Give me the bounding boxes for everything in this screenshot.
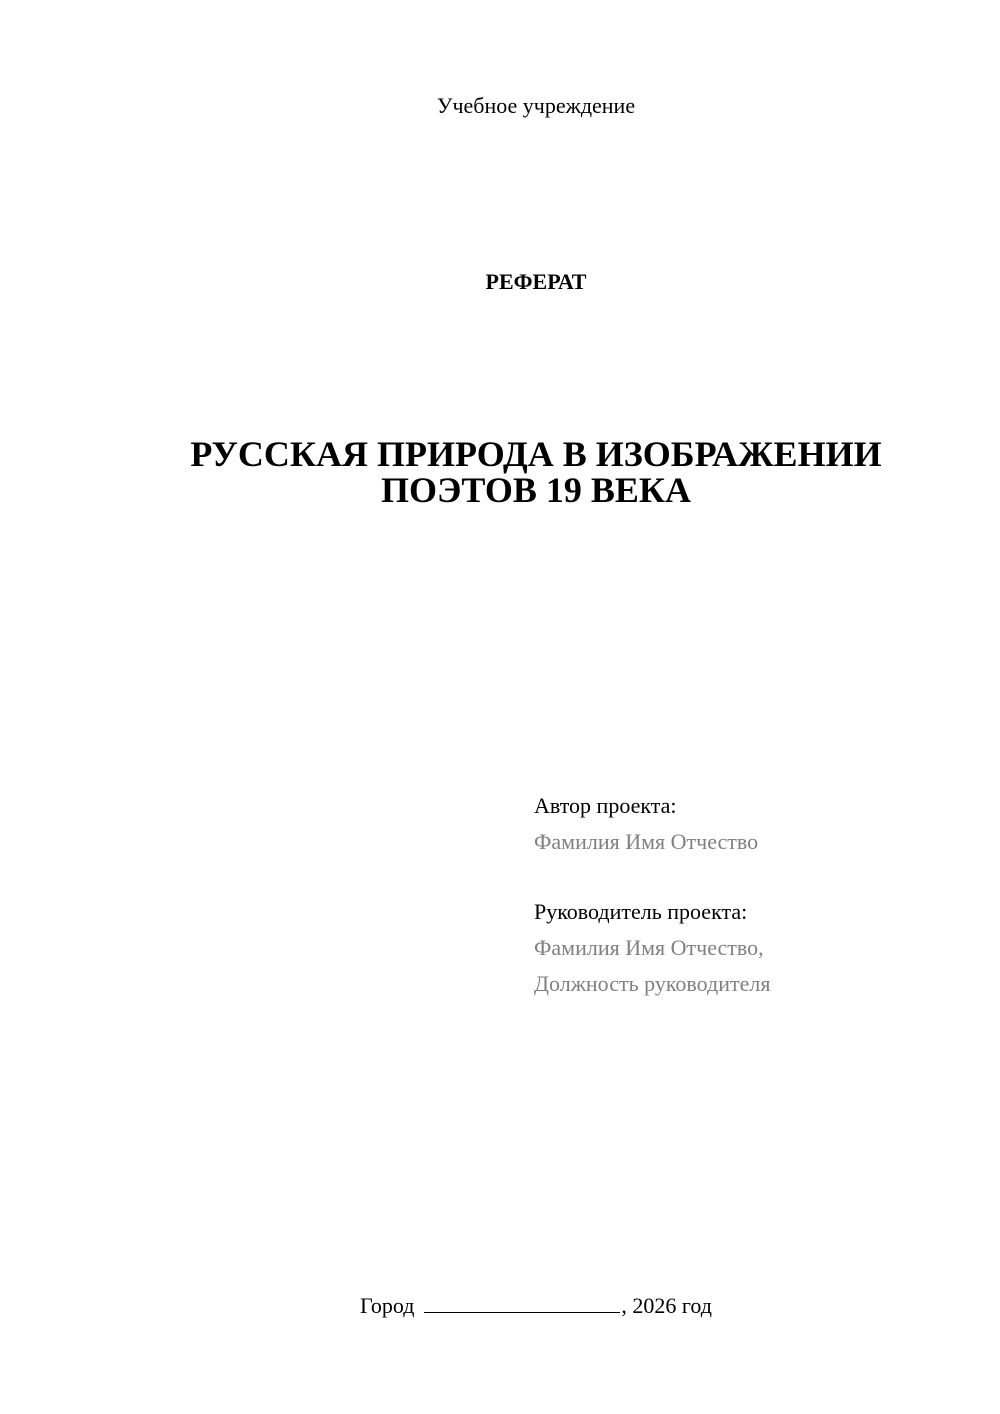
institution-name: Учебное учреждение: [436, 93, 636, 118]
title-line-2: ПОЭТОВ 19 ВЕКА: [380, 470, 692, 510]
supervisor-name: Фамилия Имя Отчество,: [534, 935, 764, 960]
project-info-block: [534, 788, 770, 1002]
supervisor-position: Должность руководителя: [534, 971, 771, 996]
footer-city-year: [0, 1290, 1000, 1321]
city-blank-line: [424, 1290, 620, 1313]
title-line-1: РУССКАЯ ПРИРОДА В ИЗОБРАЖЕНИИ: [190, 434, 882, 474]
city-label: Город: [360, 1293, 415, 1318]
author-name: Фамилия Имя Отчество: [534, 829, 759, 854]
year-text: , 2026 год: [621, 1293, 712, 1318]
author-label: Автор проекта:: [534, 793, 677, 818]
document-title: [0, 436, 1000, 508]
document-type: РЕФЕРАТ: [485, 269, 587, 294]
supervisor-label: Руководитель проекта:: [534, 899, 748, 924]
spacer: [534, 860, 770, 894]
